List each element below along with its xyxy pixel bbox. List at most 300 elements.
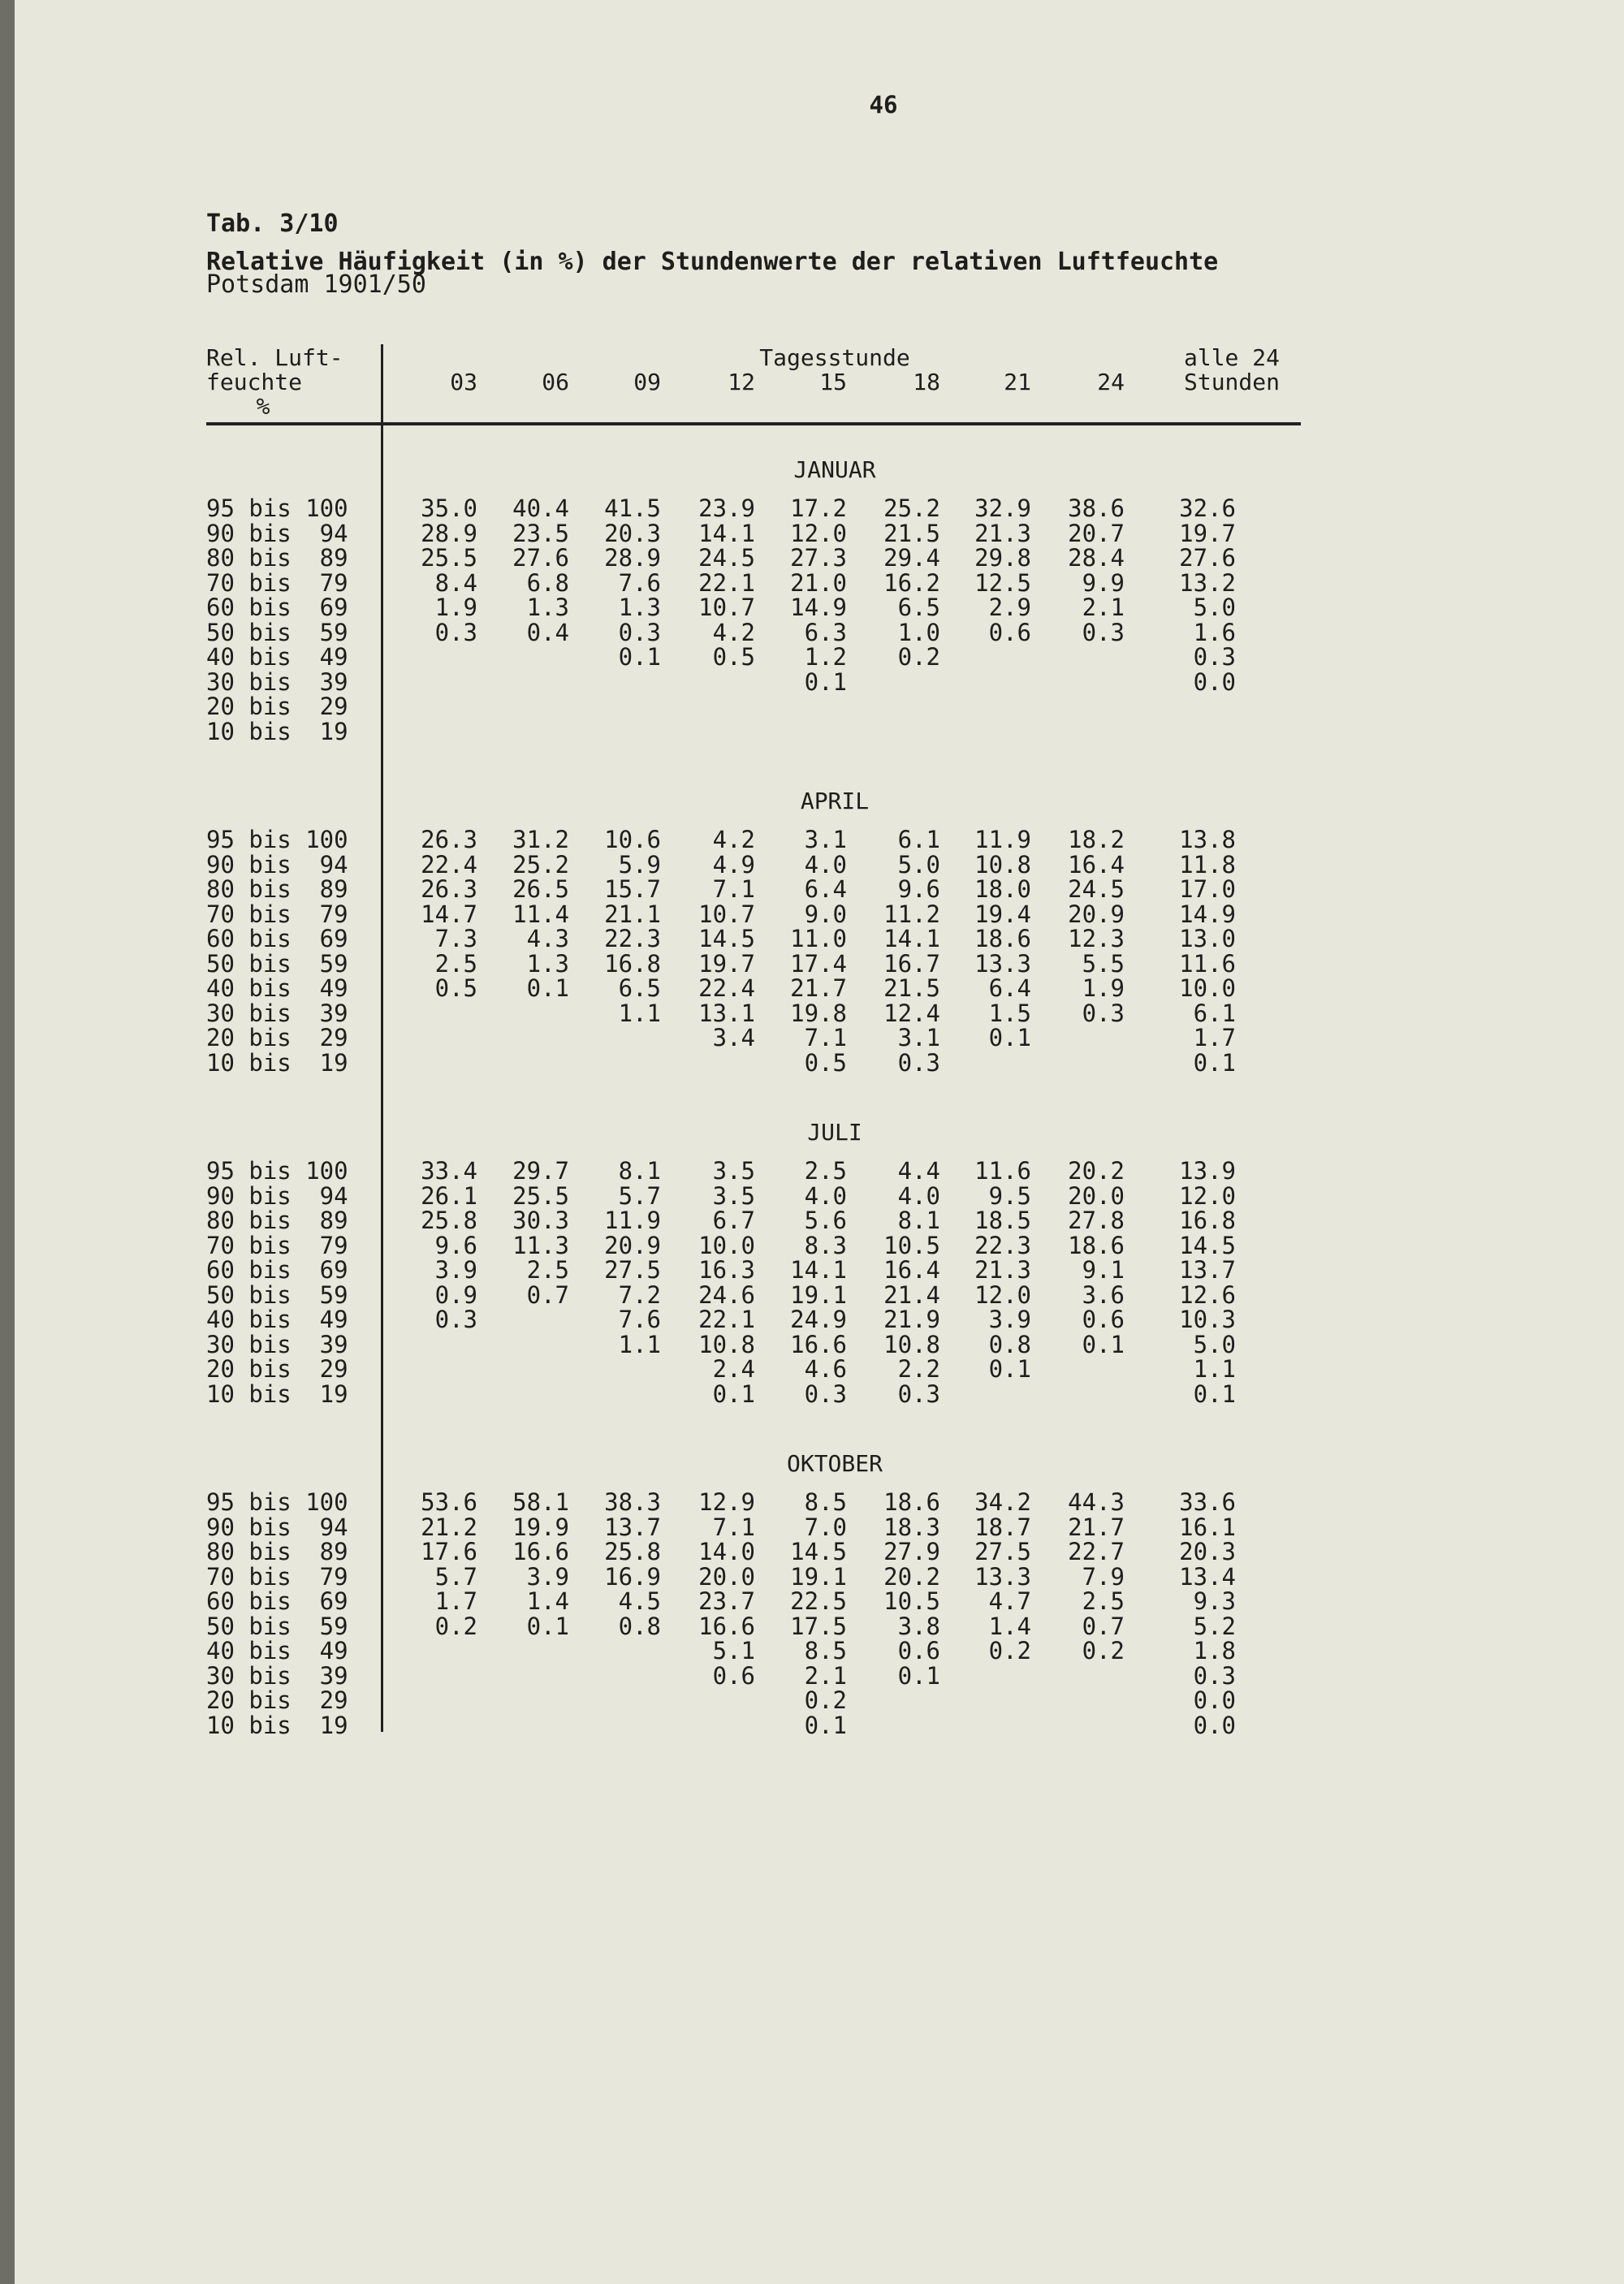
all-hours-value: 11.6	[1179, 949, 1236, 978]
hour-value: 25.5	[512, 1181, 569, 1210]
hour-value: 2.9	[988, 594, 1031, 621]
humidity-range-label: 10 bis 19	[206, 717, 348, 745]
table-row	[15, 1713, 1624, 1738]
hour-value: 4.0	[804, 1181, 847, 1210]
humidity-range-label: 95 bis 100	[206, 1488, 348, 1516]
hour-value: 16.7	[883, 949, 940, 978]
hour-value: 3.9	[988, 1306, 1031, 1333]
hour-value: 16.6	[512, 1538, 569, 1565]
all-hours-header-line1: alle 24	[1183, 344, 1280, 371]
hour-value: 21.3	[974, 1256, 1031, 1284]
table-row	[15, 1332, 1624, 1357]
hour-value: 1.4	[526, 1587, 569, 1615]
hour-value: 0.3	[1082, 999, 1125, 1027]
hour-value: 9.0	[804, 900, 847, 928]
hour-value: 0.3	[434, 618, 477, 646]
hour-value: 22.4	[421, 850, 477, 879]
hour-value: 0.2	[1082, 1637, 1125, 1664]
hour-value: 3.1	[804, 826, 847, 853]
hour-value: 24.5	[1068, 875, 1125, 903]
all-hours-value: 20.3	[1179, 1538, 1236, 1565]
hour-value: 18.6	[1068, 1231, 1125, 1259]
hour-value: 16.4	[1068, 850, 1125, 879]
table-row	[15, 1661, 1624, 1690]
hour-value: 10.6	[604, 826, 661, 853]
table-row	[15, 1589, 1624, 1613]
table-title: Relative Häufigkeit (in %) der Stundenwerte der relativen Luftfeuchte	[206, 248, 1219, 276]
hour-value: 0.4	[526, 618, 569, 646]
hour-value: 34.2	[974, 1488, 1031, 1516]
all-hours-value: 9.3	[1193, 1587, 1236, 1615]
humidity-range-label: 70 bis 79	[206, 1562, 348, 1591]
table-row	[15, 620, 1624, 645]
hour-value: 3.9	[526, 1562, 569, 1591]
table-row	[15, 1379, 1624, 1408]
hour-value: 11.9	[604, 1207, 661, 1234]
hour-value: 21.0	[790, 568, 847, 597]
hour-value: 23.7	[698, 1587, 755, 1615]
humidity-range-label: 20 bis 29	[206, 1686, 348, 1714]
humidity-range-label: 80 bis 89	[206, 1207, 348, 1234]
hour-value: 0.1	[897, 1661, 940, 1690]
hour-value: 0.1	[804, 1711, 847, 1739]
humidity-range-label: 20 bis 29	[206, 693, 348, 720]
table-row	[15, 1562, 1624, 1591]
all-hours-value: 16.8	[1179, 1207, 1236, 1234]
hour-value: 22.3	[604, 925, 661, 952]
hour-value: 23.5	[512, 519, 569, 547]
hour-value: 0.3	[897, 1379, 940, 1408]
hour-value: 4.2	[712, 618, 755, 646]
hour-value: 14.5	[790, 1538, 847, 1565]
hour-value: 7.6	[618, 568, 661, 597]
all-hours-value: 33.6	[1179, 1488, 1236, 1516]
hour-value: 3.6	[1082, 1280, 1125, 1309]
all-hours-value: 12.6	[1179, 1280, 1236, 1309]
table-row	[15, 902, 1624, 926]
hour-value: 20.3	[604, 519, 661, 547]
all-hours-value: 1.7	[1193, 1024, 1236, 1051]
hour-value: 21.5	[883, 974, 940, 1002]
hour-value: 0.1	[526, 974, 569, 1002]
hour-value: 1.2	[804, 643, 847, 671]
hour-value: 20.2	[883, 1562, 940, 1591]
hour-value: 20.7	[1068, 519, 1125, 547]
hour-value: 0.5	[434, 974, 477, 1002]
hour-value: 3.8	[897, 1612, 940, 1640]
humidity-range-label: 40 bis 49	[206, 643, 348, 671]
humidity-range-label: 90 bis 94	[206, 1513, 348, 1541]
hour-value: 10.5	[883, 1231, 940, 1259]
table-row	[15, 546, 1624, 570]
humidity-range-label: 50 bis 59	[206, 949, 348, 978]
hour-value: 22.5	[790, 1587, 847, 1615]
hour-value: 16.9	[604, 1562, 661, 1591]
hour-value: 24.9	[790, 1306, 847, 1333]
hour-value: 20.9	[604, 1231, 661, 1259]
all-hours-value: 13.9	[1179, 1157, 1236, 1185]
all-hours-value: 0.0	[1193, 667, 1236, 696]
all-hours-value: 0.0	[1193, 1686, 1236, 1714]
hour-value: 12.0	[974, 1280, 1031, 1309]
hour-value: 13.7	[604, 1513, 661, 1541]
hour-value: 27.9	[883, 1538, 940, 1565]
hour-value: 0.1	[526, 1612, 569, 1640]
hour-value: 4.7	[988, 1587, 1031, 1615]
hour-value: 27.8	[1068, 1207, 1125, 1234]
all-hours-value: 17.0	[1179, 875, 1236, 903]
hour-value: 1.3	[526, 594, 569, 621]
humidity-range-label: 60 bis 69	[206, 594, 348, 621]
hour-value: 28.4	[1068, 544, 1125, 572]
hour-value: 33.4	[421, 1157, 477, 1185]
hour-header-21: 21	[1004, 369, 1031, 395]
all-hours-value: 6.1	[1193, 999, 1236, 1027]
humidity-range-label: 80 bis 89	[206, 544, 348, 572]
hour-value: 22.3	[974, 1231, 1031, 1259]
hour-value: 11.4	[512, 900, 569, 928]
hour-value: 20.9	[1068, 900, 1125, 928]
hour-value: 1.1	[618, 999, 661, 1027]
hour-value: 1.9	[434, 594, 477, 621]
hour-value: 28.9	[421, 519, 477, 547]
hour-value: 9.5	[988, 1181, 1031, 1210]
hour-value: 24.6	[698, 1280, 755, 1309]
humidity-range-label: 95 bis 100	[206, 494, 348, 522]
hour-value: 22.1	[698, 568, 755, 597]
all-hours-value: 1.1	[1193, 1355, 1236, 1383]
hour-value: 7.1	[712, 875, 755, 903]
hour-value: 0.3	[1082, 618, 1125, 646]
hour-group-header: Tagesstunde	[759, 344, 910, 371]
hour-value: 19.1	[790, 1562, 847, 1591]
hour-header-03: 03	[450, 369, 477, 395]
table-row	[15, 521, 1624, 546]
hour-value: 27.6	[512, 544, 569, 572]
humidity-range-label: 70 bis 79	[206, 568, 348, 597]
document-page	[15, 0, 1624, 2284]
hour-value: 0.1	[988, 1355, 1031, 1383]
hour-value: 0.1	[804, 667, 847, 696]
hour-value: 40.4	[512, 494, 569, 522]
hour-value: 41.5	[604, 494, 661, 522]
humidity-range-label: 95 bis 100	[206, 1157, 348, 1185]
hour-value: 2.5	[434, 949, 477, 978]
hour-value: 0.6	[1082, 1306, 1125, 1333]
humidity-range-label: 90 bis 94	[206, 519, 348, 547]
hour-value: 0.3	[897, 1048, 940, 1077]
hour-value: 19.1	[790, 1280, 847, 1309]
humidity-range-label: 30 bis 39	[206, 667, 348, 696]
table-row	[15, 926, 1624, 951]
hour-value: 0.9	[434, 1280, 477, 1309]
hour-value: 18.5	[974, 1207, 1031, 1234]
hour-value: 19.9	[512, 1513, 569, 1541]
all-hours-value: 0.1	[1193, 1048, 1236, 1077]
hour-value: 29.4	[883, 544, 940, 572]
hour-value: 58.1	[512, 1488, 569, 1516]
hour-value: 53.6	[421, 1488, 477, 1516]
table-row	[15, 1614, 1624, 1639]
humidity-range-label: 40 bis 49	[206, 1306, 348, 1333]
hour-header-09: 09	[633, 369, 661, 395]
hour-value: 14.1	[883, 925, 940, 952]
hour-value: 16.8	[604, 949, 661, 978]
hour-value: 0.5	[804, 1048, 847, 1077]
hour-value: 3.5	[712, 1157, 755, 1185]
hour-value: 17.2	[790, 494, 847, 522]
hour-header-12: 12	[728, 369, 755, 395]
humidity-range-label: 20 bis 29	[206, 1355, 348, 1383]
table-row	[15, 1280, 1624, 1309]
hour-value: 4.3	[526, 925, 569, 952]
hour-value: 7.9	[1082, 1562, 1125, 1591]
hour-value: 7.2	[618, 1280, 661, 1309]
all-hours-value: 1.8	[1193, 1637, 1236, 1664]
table-row	[15, 1490, 1624, 1514]
all-hours-value: 0.1	[1193, 1379, 1236, 1408]
table-row	[15, 1233, 1624, 1258]
hour-value: 9.6	[897, 875, 940, 903]
hour-value: 20.0	[1068, 1181, 1125, 1210]
hour-value: 10.8	[883, 1330, 940, 1358]
hour-header-18: 18	[913, 369, 940, 395]
humidity-range-label: 95 bis 100	[206, 826, 348, 853]
hour-value: 2.5	[804, 1157, 847, 1185]
table-row	[15, 1357, 1624, 1381]
table-row	[15, 1025, 1624, 1050]
all-hours-value: 1.6	[1193, 618, 1236, 646]
hour-value: 21.2	[421, 1513, 477, 1541]
hour-value: 12.5	[974, 568, 1031, 597]
table-row	[15, 1515, 1624, 1539]
hour-value: 1.4	[988, 1612, 1031, 1640]
hour-value: 16.2	[883, 568, 940, 597]
hour-value: 4.9	[712, 850, 755, 879]
hour-value: 1.3	[618, 594, 661, 621]
hour-value: 6.3	[804, 618, 847, 646]
table-row	[15, 667, 1624, 696]
hour-value: 27.3	[790, 544, 847, 572]
hour-value: 19.4	[974, 900, 1031, 928]
all-hours-value: 14.9	[1179, 900, 1236, 928]
humidity-range-label: 80 bis 89	[206, 875, 348, 903]
hour-value: 4.0	[804, 850, 847, 879]
hour-value: 0.7	[1082, 1612, 1125, 1640]
hour-value: 18.2	[1068, 826, 1125, 853]
hour-value: 5.5	[1082, 949, 1125, 978]
all-hours-value: 0.0	[1193, 1711, 1236, 1739]
hour-value: 1.3	[526, 949, 569, 978]
hour-value: 17.5	[790, 1612, 847, 1640]
hour-value: 3.1	[897, 1024, 940, 1051]
hour-value: 21.7	[790, 974, 847, 1002]
humidity-range-label: 70 bis 79	[206, 900, 348, 928]
hour-value: 12.4	[883, 999, 940, 1027]
table-row	[15, 1307, 1624, 1332]
hour-value: 3.4	[712, 1024, 755, 1051]
all-hours-value: 19.7	[1179, 519, 1236, 547]
table-row	[15, 1208, 1624, 1233]
month-heading: OKTOBER	[786, 1450, 883, 1477]
table-header-rule	[206, 422, 1301, 425]
hour-value: 0.3	[434, 1306, 477, 1333]
month-heading: JANUAR	[793, 456, 876, 483]
hour-value: 2.2	[897, 1355, 940, 1383]
hour-value: 21.1	[604, 900, 661, 928]
table-row	[15, 1001, 1624, 1025]
humidity-range-label: 50 bis 59	[206, 1612, 348, 1640]
table-row	[15, 496, 1624, 520]
hour-value: 8.5	[804, 1488, 847, 1516]
hour-value: 0.1	[1082, 1330, 1125, 1358]
hour-value: 25.2	[512, 850, 569, 879]
table-number: Tab. 3/10	[206, 209, 339, 238]
hour-value: 6.5	[897, 594, 940, 621]
all-hours-value: 13.7	[1179, 1256, 1236, 1284]
hour-value: 21.3	[974, 519, 1031, 547]
hour-value: 0.2	[988, 1637, 1031, 1664]
hour-value: 26.1	[421, 1181, 477, 1210]
hour-value: 0.2	[897, 643, 940, 671]
hour-value: 22.4	[698, 974, 755, 1002]
hour-value: 18.0	[974, 875, 1031, 903]
hour-value: 30.3	[512, 1207, 569, 1234]
hour-value: 11.2	[883, 900, 940, 928]
hour-value: 7.1	[804, 1024, 847, 1051]
hour-value: 16.6	[698, 1612, 755, 1640]
hour-value: 20.2	[1068, 1157, 1125, 1185]
hour-value: 11.0	[790, 925, 847, 952]
hour-value: 5.7	[618, 1181, 661, 1210]
hour-value: 21.7	[1068, 1513, 1125, 1541]
hour-value: 1.9	[1082, 974, 1125, 1002]
hour-value: 28.9	[604, 544, 661, 572]
hour-value: 13.1	[698, 999, 755, 1027]
hour-value: 14.1	[698, 519, 755, 547]
all-hours-value: 13.2	[1179, 568, 1236, 597]
hour-value: 8.1	[618, 1157, 661, 1185]
hour-value: 0.8	[988, 1330, 1031, 1358]
table-row	[15, 1539, 1624, 1564]
hour-value: 12.3	[1068, 925, 1125, 952]
humidity-range-label: 40 bis 49	[206, 974, 348, 1002]
hour-value: 2.5	[1082, 1587, 1125, 1615]
hour-value: 27.5	[604, 1256, 661, 1284]
all-hours-value: 0.3	[1193, 1661, 1236, 1690]
table-row	[15, 1639, 1624, 1663]
table-row	[15, 827, 1624, 852]
hour-value: 14.1	[790, 1256, 847, 1284]
table-row	[15, 1048, 1624, 1077]
hour-value: 7.0	[804, 1513, 847, 1541]
hour-value: 2.1	[1082, 594, 1125, 621]
table-row	[15, 568, 1624, 597]
hour-value: 10.8	[698, 1330, 755, 1358]
hour-value: 6.7	[712, 1207, 755, 1234]
hour-value: 24.5	[698, 544, 755, 572]
hour-value: 31.2	[512, 826, 569, 853]
hour-value: 26.5	[512, 875, 569, 903]
humidity-range-label: 10 bis 19	[206, 1048, 348, 1077]
hour-value: 1.5	[988, 999, 1031, 1027]
hour-value: 23.9	[698, 494, 755, 522]
humidity-range-label: 60 bis 69	[206, 925, 348, 952]
hour-value: 0.6	[897, 1637, 940, 1664]
all-hours-value: 5.0	[1193, 1330, 1236, 1358]
hour-value: 22.1	[698, 1306, 755, 1333]
hour-value: 4.0	[897, 1181, 940, 1210]
hour-value: 18.6	[883, 1488, 940, 1516]
hour-value: 25.8	[421, 1207, 477, 1234]
hour-value: 6.8	[526, 568, 569, 597]
hour-value: 16.6	[790, 1330, 847, 1358]
hour-value: 26.3	[421, 875, 477, 903]
hour-value: 27.5	[974, 1538, 1031, 1565]
hour-value: 2.4	[712, 1355, 755, 1383]
hour-value: 18.6	[974, 925, 1031, 952]
all-hours-value: 10.0	[1179, 974, 1236, 1002]
hour-value: 22.7	[1068, 1538, 1125, 1565]
hour-value: 0.3	[618, 618, 661, 646]
hour-value: 5.6	[804, 1207, 847, 1234]
hour-value: 14.5	[698, 925, 755, 952]
hour-value: 21.9	[883, 1306, 940, 1333]
hour-value: 10.7	[698, 594, 755, 621]
table-row	[15, 877, 1624, 901]
hour-value: 10.8	[974, 850, 1031, 879]
all-hours-value: 13.0	[1179, 925, 1236, 952]
all-hours-value: 16.1	[1179, 1513, 1236, 1541]
all-hours-value: 14.5	[1179, 1231, 1236, 1259]
hour-header-15: 15	[819, 369, 847, 395]
hour-value: 0.2	[804, 1686, 847, 1714]
hour-value: 0.2	[434, 1612, 477, 1640]
table-subtitle: Potsdam 1901/50	[206, 270, 426, 299]
table-row	[15, 595, 1624, 620]
table-row	[15, 1159, 1624, 1183]
hour-value: 15.7	[604, 875, 661, 903]
table-row	[15, 1181, 1624, 1210]
hour-value: 17.4	[790, 949, 847, 978]
all-hours-value: 5.0	[1193, 594, 1236, 621]
all-hours-value: 5.2	[1193, 1612, 1236, 1640]
all-hours-value: 13.8	[1179, 826, 1236, 853]
humidity-range-label: 60 bis 69	[206, 1256, 348, 1284]
humidity-range-label: 30 bis 39	[206, 1661, 348, 1690]
row-label-header-line1: Rel. Luft-	[206, 344, 343, 371]
hour-value: 0.6	[988, 618, 1031, 646]
month-heading: APRIL	[800, 788, 870, 814]
hour-value: 35.0	[421, 494, 477, 522]
hour-value: 1.0	[897, 618, 940, 646]
hour-value: 18.7	[974, 1513, 1031, 1541]
humidity-range-label: 20 bis 29	[206, 1024, 348, 1051]
hour-value: 12.0	[790, 519, 847, 547]
hour-value: 32.9	[974, 494, 1031, 522]
hour-value: 0.6	[712, 1661, 755, 1690]
table-row	[15, 1688, 1624, 1712]
hour-value: 4.5	[618, 1587, 661, 1615]
hour-value: 8.4	[434, 568, 477, 597]
hour-value: 4.6	[804, 1355, 847, 1383]
hour-value: 17.6	[421, 1538, 477, 1565]
hour-value: 8.5	[804, 1637, 847, 1664]
row-label-header-unit: %	[256, 393, 270, 420]
table-row	[15, 719, 1624, 744]
hour-value: 20.0	[698, 1562, 755, 1591]
humidity-range-label: 30 bis 39	[206, 999, 348, 1027]
